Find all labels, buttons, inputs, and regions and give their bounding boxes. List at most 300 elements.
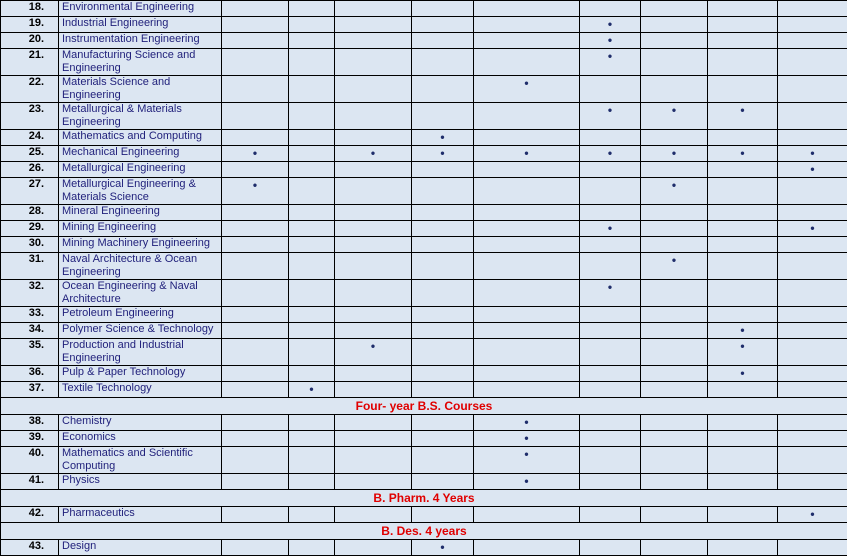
- availability-cell: [708, 130, 778, 146]
- availability-cell: [580, 366, 641, 382]
- availability-cell: [641, 178, 708, 205]
- availability-cell: [335, 366, 412, 382]
- course-name: Ocean Engineering & Naval Architecture: [59, 280, 222, 307]
- bullet-dot-icon: •: [608, 221, 612, 235]
- availability-cell: [412, 431, 474, 447]
- bullet-dot-icon: •: [371, 339, 375, 353]
- course-name: Production and Industrial Engineering: [59, 339, 222, 366]
- availability-cell: [289, 237, 335, 253]
- availability-cell: [580, 447, 641, 474]
- table-row: [1, 17, 847, 33]
- availability-cell: [335, 447, 412, 474]
- availability-cell: [778, 1, 847, 17]
- row-number: 21.: [1, 49, 59, 76]
- course-name: Mining Machinery Engineering: [59, 237, 222, 253]
- availability-cell: [641, 17, 708, 33]
- availability-cell: [289, 76, 335, 103]
- availability-cell: [708, 366, 778, 382]
- availability-cell: [289, 415, 335, 431]
- availability-cell: [778, 280, 847, 307]
- availability-cell: [412, 33, 474, 49]
- availability-cell: [222, 130, 289, 146]
- availability-cell: [708, 205, 778, 221]
- availability-cell: [412, 76, 474, 103]
- bullet-dot-icon: •: [810, 507, 814, 521]
- availability-cell: [335, 415, 412, 431]
- availability-cell: [335, 507, 412, 523]
- availability-cell: [412, 307, 474, 323]
- table-row: [1, 474, 847, 490]
- row-number: 24.: [1, 130, 59, 146]
- availability-cell: [222, 447, 289, 474]
- section-title: B. Pharm. 4 Years: [1, 490, 847, 507]
- row-number: 36.: [1, 366, 59, 382]
- availability-cell: [222, 323, 289, 339]
- availability-cell: [708, 431, 778, 447]
- availability-cell: [778, 76, 847, 103]
- availability-cell: [580, 1, 641, 17]
- row-number: 34.: [1, 323, 59, 339]
- bullet-dot-icon: •: [608, 33, 612, 47]
- table-row: [1, 162, 847, 178]
- availability-cell: [474, 17, 580, 33]
- availability-cell: [412, 382, 474, 398]
- bullet-dot-icon: •: [740, 103, 744, 117]
- availability-cell: [474, 507, 580, 523]
- table-row: [1, 49, 847, 76]
- availability-cell: [335, 221, 412, 237]
- availability-cell: [474, 162, 580, 178]
- availability-cell: [641, 205, 708, 221]
- row-number: 32.: [1, 280, 59, 307]
- availability-cell: [641, 49, 708, 76]
- availability-cell: [778, 366, 847, 382]
- availability-cell: [708, 103, 778, 130]
- bullet-dot-icon: •: [740, 366, 744, 380]
- availability-cell: [778, 130, 847, 146]
- availability-cell: [580, 178, 641, 205]
- table-row: [1, 103, 847, 130]
- availability-cell: [289, 253, 335, 280]
- availability-cell: [335, 17, 412, 33]
- availability-cell: [289, 307, 335, 323]
- availability-cell: [641, 280, 708, 307]
- table-row: [1, 253, 847, 280]
- availability-cell: [222, 237, 289, 253]
- bullet-dot-icon: •: [672, 103, 676, 117]
- bullet-dot-icon: •: [740, 323, 744, 337]
- availability-cell: [335, 339, 412, 366]
- section-header-row: [1, 523, 847, 540]
- availability-cell: [641, 221, 708, 237]
- table-row: [1, 33, 847, 49]
- availability-cell: [580, 253, 641, 280]
- availability-cell: [222, 507, 289, 523]
- bullet-dot-icon: •: [524, 474, 528, 488]
- availability-cell: [708, 162, 778, 178]
- bullet-dot-icon: •: [440, 146, 444, 160]
- row-number: 18.: [1, 1, 59, 17]
- availability-cell: [641, 507, 708, 523]
- availability-cell: [335, 237, 412, 253]
- bullet-dot-icon: •: [524, 146, 528, 160]
- bullet-dot-icon: •: [608, 146, 612, 160]
- availability-cell: [335, 103, 412, 130]
- availability-cell: [222, 366, 289, 382]
- course-name: Mechanical Engineering: [59, 146, 222, 162]
- availability-cell: [641, 382, 708, 398]
- availability-cell: [289, 382, 335, 398]
- row-number: 43.: [1, 540, 59, 556]
- row-number: 42.: [1, 507, 59, 523]
- availability-cell: [474, 474, 580, 490]
- availability-cell: [580, 415, 641, 431]
- bullet-dot-icon: •: [253, 178, 257, 192]
- course-name: Chemistry: [59, 415, 222, 431]
- availability-cell: [580, 280, 641, 307]
- section-header-row: [1, 490, 847, 507]
- availability-cell: [335, 307, 412, 323]
- availability-cell: [641, 474, 708, 490]
- section-title: Four- year B.S. Courses: [1, 398, 847, 415]
- availability-cell: [335, 49, 412, 76]
- availability-cell: [335, 162, 412, 178]
- availability-cell: [778, 253, 847, 280]
- availability-cell: [289, 323, 335, 339]
- availability-cell: [708, 33, 778, 49]
- availability-cell: [641, 431, 708, 447]
- availability-cell: [474, 366, 580, 382]
- availability-cell: [335, 33, 412, 49]
- availability-cell: [778, 382, 847, 398]
- table-row: [1, 280, 847, 307]
- availability-cell: [580, 49, 641, 76]
- availability-cell: [778, 474, 847, 490]
- availability-cell: [778, 339, 847, 366]
- availability-cell: [708, 146, 778, 162]
- availability-cell: [222, 221, 289, 237]
- availability-cell: [222, 382, 289, 398]
- availability-cell: [474, 205, 580, 221]
- availability-cell: [474, 76, 580, 103]
- availability-cell: [580, 339, 641, 366]
- availability-cell: [335, 205, 412, 221]
- availability-cell: [708, 1, 778, 17]
- table-row: [1, 146, 847, 162]
- availability-cell: [335, 76, 412, 103]
- bullet-dot-icon: •: [810, 221, 814, 235]
- availability-cell: [708, 447, 778, 474]
- row-number: 31.: [1, 253, 59, 280]
- availability-cell: [641, 103, 708, 130]
- availability-cell: [289, 146, 335, 162]
- availability-cell: [641, 339, 708, 366]
- availability-cell: [289, 366, 335, 382]
- availability-cell: [708, 307, 778, 323]
- availability-cell: [641, 237, 708, 253]
- bullet-dot-icon: •: [524, 447, 528, 461]
- course-name: Mathematics and Scientific Computing: [59, 447, 222, 474]
- availability-cell: [222, 146, 289, 162]
- availability-cell: [708, 415, 778, 431]
- availability-cell: [580, 162, 641, 178]
- table-row: [1, 447, 847, 474]
- availability-cell: [778, 146, 847, 162]
- availability-cell: [778, 237, 847, 253]
- row-number: 39.: [1, 431, 59, 447]
- availability-cell: [580, 507, 641, 523]
- availability-cell: [580, 103, 641, 130]
- section-title: B. Des. 4 years: [1, 523, 847, 540]
- availability-cell: [289, 130, 335, 146]
- availability-cell: [708, 76, 778, 103]
- availability-cell: [412, 474, 474, 490]
- bullet-dot-icon: •: [810, 146, 814, 160]
- availability-cell: [474, 339, 580, 366]
- table-row: [1, 76, 847, 103]
- availability-cell: [580, 474, 641, 490]
- availability-cell: [412, 130, 474, 146]
- availability-cell: [289, 17, 335, 33]
- availability-cell: [641, 1, 708, 17]
- availability-cell: [222, 76, 289, 103]
- availability-cell: [222, 33, 289, 49]
- course-name: Materials Science and Engineering: [59, 76, 222, 103]
- availability-cell: [412, 280, 474, 307]
- bullet-dot-icon: •: [810, 162, 814, 176]
- availability-cell: [641, 366, 708, 382]
- availability-cell: [474, 33, 580, 49]
- course-name: Metallurgical Engineering: [59, 162, 222, 178]
- availability-cell: [580, 17, 641, 33]
- availability-cell: [778, 205, 847, 221]
- availability-cell: [289, 205, 335, 221]
- availability-cell: [412, 1, 474, 17]
- course-name: Physics: [59, 474, 222, 490]
- availability-cell: [708, 280, 778, 307]
- course-name: Polymer Science & Technology: [59, 323, 222, 339]
- course-name: Mining Engineering: [59, 221, 222, 237]
- availability-cell: [335, 474, 412, 490]
- availability-cell: [222, 280, 289, 307]
- availability-cell: [412, 237, 474, 253]
- availability-cell: [222, 49, 289, 76]
- availability-cell: [708, 237, 778, 253]
- availability-cell: [474, 49, 580, 76]
- availability-cell: [474, 253, 580, 280]
- availability-cell: [778, 307, 847, 323]
- course-name: Metallurgical Engineering & Materials Science: [59, 178, 222, 205]
- courses-table-body: [1, 1, 847, 556]
- course-name: Design: [59, 540, 222, 556]
- availability-cell: [412, 323, 474, 339]
- availability-cell: [580, 431, 641, 447]
- bullet-dot-icon: •: [371, 146, 375, 160]
- course-name: Naval Architecture & Ocean Engineering: [59, 253, 222, 280]
- table-row: [1, 221, 847, 237]
- course-name: Mathematics and Computing: [59, 130, 222, 146]
- availability-cell: [708, 382, 778, 398]
- availability-cell: [708, 339, 778, 366]
- bullet-dot-icon: •: [524, 76, 528, 90]
- availability-cell: [474, 221, 580, 237]
- bullet-dot-icon: •: [672, 146, 676, 160]
- course-name: Textile Technology: [59, 382, 222, 398]
- availability-cell: [335, 130, 412, 146]
- row-number: 33.: [1, 307, 59, 323]
- availability-cell: [778, 415, 847, 431]
- availability-cell: [474, 280, 580, 307]
- availability-cell: [778, 431, 847, 447]
- course-name: Manufacturing Science and Engineering: [59, 49, 222, 76]
- bullet-dot-icon: •: [440, 130, 444, 144]
- course-name: Environmental Engineering: [59, 1, 222, 17]
- availability-cell: [222, 178, 289, 205]
- availability-cell: [580, 146, 641, 162]
- availability-cell: [222, 307, 289, 323]
- availability-cell: [412, 366, 474, 382]
- availability-cell: [641, 33, 708, 49]
- table-row: [1, 130, 847, 146]
- availability-cell: [708, 221, 778, 237]
- availability-cell: [412, 205, 474, 221]
- availability-cell: [474, 178, 580, 205]
- availability-cell: [335, 1, 412, 17]
- availability-cell: [474, 237, 580, 253]
- bullet-dot-icon: •: [309, 382, 313, 396]
- table-row: [1, 339, 847, 366]
- availability-cell: [778, 178, 847, 205]
- course-name: Mineral Engineering: [59, 205, 222, 221]
- availability-cell: [335, 280, 412, 307]
- table-row: [1, 366, 847, 382]
- availability-cell: [222, 415, 289, 431]
- availability-cell: [708, 178, 778, 205]
- availability-cell: [222, 162, 289, 178]
- availability-cell: [641, 323, 708, 339]
- availability-cell: [289, 507, 335, 523]
- availability-cell: [580, 323, 641, 339]
- availability-cell: [580, 221, 641, 237]
- availability-cell: [289, 1, 335, 17]
- availability-cell: [474, 130, 580, 146]
- availability-cell: [778, 17, 847, 33]
- bullet-dot-icon: •: [608, 17, 612, 31]
- availability-cell: [641, 307, 708, 323]
- availability-cell: [708, 474, 778, 490]
- course-name: Metallurgical & Materials Engineering: [59, 103, 222, 130]
- availability-cell: [778, 33, 847, 49]
- availability-cell: [580, 33, 641, 49]
- availability-cell: [222, 253, 289, 280]
- table-row: [1, 382, 847, 398]
- bullet-dot-icon: •: [740, 146, 744, 160]
- availability-cell: [289, 103, 335, 130]
- availability-cell: [474, 146, 580, 162]
- course-name: Pulp & Paper Technology: [59, 366, 222, 382]
- bullet-dot-icon: •: [440, 540, 444, 554]
- availability-cell: [412, 221, 474, 237]
- row-number: 41.: [1, 474, 59, 490]
- availability-cell: [474, 447, 580, 474]
- availability-cell: [222, 1, 289, 17]
- availability-cell: [474, 103, 580, 130]
- row-number: 27.: [1, 178, 59, 205]
- row-number: 35.: [1, 339, 59, 366]
- availability-cell: [708, 507, 778, 523]
- availability-cell: [641, 447, 708, 474]
- availability-cell: [641, 146, 708, 162]
- availability-cell: [474, 431, 580, 447]
- section-header-row: [1, 398, 847, 415]
- table-row: [1, 1, 847, 17]
- availability-cell: [641, 253, 708, 280]
- availability-cell: [580, 307, 641, 323]
- availability-cell: [289, 280, 335, 307]
- table-row: [1, 431, 847, 447]
- course-name: Instrumentation Engineering: [59, 33, 222, 49]
- availability-cell: [289, 339, 335, 366]
- table-row: [1, 415, 847, 431]
- availability-cell: [708, 49, 778, 76]
- row-number: 30.: [1, 237, 59, 253]
- availability-cell: [222, 474, 289, 490]
- availability-cell: [412, 178, 474, 205]
- availability-cell: [778, 221, 847, 237]
- availability-cell: [641, 130, 708, 146]
- availability-cell: [289, 178, 335, 205]
- availability-cell: [335, 323, 412, 339]
- row-number: 29.: [1, 221, 59, 237]
- row-number: 22.: [1, 76, 59, 103]
- availability-cell: [580, 382, 641, 398]
- row-number: 26.: [1, 162, 59, 178]
- availability-cell: [289, 49, 335, 76]
- availability-cell: [412, 339, 474, 366]
- table-row: [1, 205, 847, 221]
- availability-cell: [412, 507, 474, 523]
- availability-cell: [289, 431, 335, 447]
- availability-cell: [708, 253, 778, 280]
- table-row: [1, 507, 847, 523]
- availability-cell: [412, 162, 474, 178]
- row-number: 19.: [1, 17, 59, 33]
- row-number: 38.: [1, 415, 59, 431]
- course-name: Industrial Engineering: [59, 17, 222, 33]
- availability-cell: [474, 382, 580, 398]
- availability-cell: [412, 17, 474, 33]
- availability-cell: [289, 33, 335, 49]
- availability-cell: [335, 431, 412, 447]
- row-number: 25.: [1, 146, 59, 162]
- table-row: [1, 237, 847, 253]
- availability-cell: [289, 221, 335, 237]
- availability-cell: [222, 205, 289, 221]
- bullet-dot-icon: •: [253, 146, 257, 160]
- availability-cell: [641, 76, 708, 103]
- availability-cell: [412, 253, 474, 280]
- availability-cell: [641, 162, 708, 178]
- row-number: 28.: [1, 205, 59, 221]
- availability-cell: [335, 253, 412, 280]
- availability-cell: [289, 447, 335, 474]
- course-name: Economics: [59, 431, 222, 447]
- availability-cell: [412, 415, 474, 431]
- row-number: 20.: [1, 33, 59, 49]
- availability-cell: [335, 382, 412, 398]
- availability-cell: [641, 415, 708, 431]
- availability-cell: [412, 146, 474, 162]
